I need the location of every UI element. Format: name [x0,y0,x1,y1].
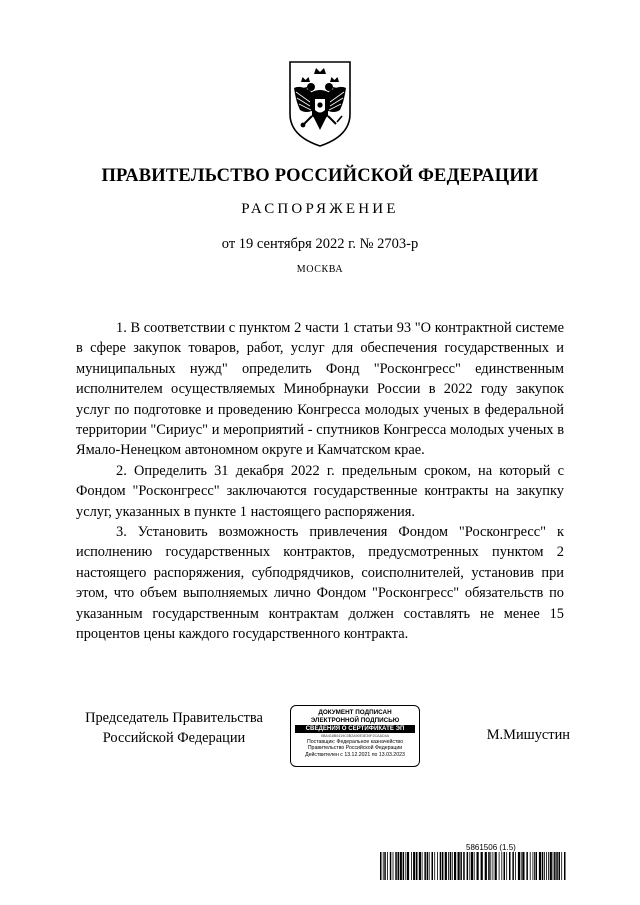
paragraph-1: 1. В соответствии с пунктом 2 части 1 статьи 93 "О контрактной системе в сфере закупок товаров, работ, услуг для обеспечения государственных и муниципальных нужд" определить Фонд "Росконгресс" единственным исполнителем осуществляемых Минобрнауки России в 2022 году закупок услуг по подготовке и проведению Конгресса молодых ученых в федеральной территории "Сириус" и мероприятий - спутников Конгресса молодых ученых в Ямало-Ненецком автономном округе и Камчатском крае. [76,320,564,459]
barcode-bar [550,852,552,880]
barcode-bar [509,852,511,880]
stamp-line-2: ЭЛЕКТРОННОЙ ПОДПИСЬЮ [310,716,400,724]
electronic-signature-stamp [290,705,420,767]
barcode-bar [384,852,386,880]
barcode-bar [437,852,438,880]
barcode-bar [405,852,406,880]
barcode-bar [390,852,392,880]
barcode-bar [526,852,528,880]
barcode-bar [445,852,447,880]
barcode-bar [458,852,460,880]
barcode-bar [553,852,554,880]
barcode-bar [440,852,442,880]
barcode-bar [471,852,473,880]
barcode-bar [499,852,500,880]
stamp-line-1: ДОКУМЕНТ ПОДПИСАН [318,709,392,716]
barcode-bar [493,852,494,880]
barcode-bar [442,852,444,880]
signatory-position [64,708,284,748]
barcode-bar [416,852,418,880]
barcode-bar [434,852,435,880]
barcode-bar [474,852,475,880]
stamp-certificate-header: СВЕДЕНИЯ О СЕРТИФИКАТЕ ЭП [295,725,415,733]
stamp-supplier: Поставщик: Федеральное казначейство [307,739,403,745]
barcode-bar [460,852,462,880]
document-type: РАСПОРЯЖЕНИЕ [241,201,399,217]
barcode-bar [548,852,549,880]
barcode-bar [424,852,426,880]
barcode-bar [490,852,491,880]
barcode-bar [515,852,516,880]
barcode-bar [485,852,487,880]
barcode-number: 5861506 (1.5) [466,843,516,852]
barcode-bar [512,852,514,880]
stamp-owner: Правительство Российской Федерации [307,745,403,752]
paragraph-3: 3. Установить возможность привлечения Фондом "Росконгресс" к исполнению государственных контрактов, предусмотренных пунктом 2 настоящего распоряжения, субподрядчиков, соисполнителей, установив при этом, что объем выполняемых лично Фондом "Росконгресс" обязательств по указанным государственным контрактам должен составлять не менее 15 процентов цены каждого государственного контракта. [76,524,564,643]
barcode-bar [395,852,397,880]
barcode-bar [393,852,394,880]
barcode-bar [383,852,384,880]
barcode-bar [564,852,566,880]
paragraph-2: 2. Определить 31 декабря 2022 г. предельным сроком, на который с Фондом "Росконгресс" заключаются государственные контракты на закупку услуг, указанных в пункте 1 настоящего распоряжения. [76,462,564,520]
signatory-position-line-2: Российской Федерации [102,730,246,746]
barcode-bar [398,852,400,880]
barcode-bar [542,852,544,880]
page-title: ПРАВИТЕЛЬСТВО РОССИЙСКОЙ ФЕДЕРАЦИИ [101,166,539,186]
barcode-bar [536,852,538,880]
barcode-bar [432,852,434,880]
stamp-validity: Действителен с 13.12.2021 по 13.03.2023 [305,751,405,758]
barcode-bar [504,852,506,880]
barcode-bar [533,852,534,880]
signatory-name: М.Мишустин [486,727,570,743]
stamp-serial: 0BA418B0419C0B2A90E3E39F2CAAD4A [321,734,389,738]
barcode-bar [448,852,449,880]
barcode-bar [488,852,490,880]
barcode-bar [422,852,423,880]
barcode-bar [467,852,469,880]
barcode-bar [419,852,421,880]
coat-of-arms-icon [284,58,356,148]
barcode-bar [481,852,483,880]
document-city: МОСКВА [296,264,344,275]
barcode-bar [546,852,547,880]
document-body [76,318,564,645]
barcode-bar [530,852,531,880]
document-date-number: от 19 сентября 2022 г. № 2703-р [221,236,419,252]
barcode-bar [429,852,430,880]
barcode-bar [463,852,465,880]
barcode-bar [469,852,470,880]
barcode-bar [452,852,453,880]
barcode-bar [495,852,497,880]
barcode-bar [556,852,558,880]
barcode-bar [544,852,545,880]
barcode-bar [407,852,409,880]
barcode-bar [427,852,429,880]
barcode-bar [413,852,415,880]
barcode-bar [454,852,456,880]
barcode-icon [380,852,566,880]
signatory-position-line-1: Председатель Правительства [85,710,263,726]
barcode-bar [559,852,561,880]
barcode-bar [387,852,388,880]
barcode-bar [380,852,382,880]
barcode-bar [450,852,452,880]
barcode-bar [501,852,502,880]
barcode-bar [539,852,541,880]
barcode-bar [534,852,535,880]
barcode-bar [400,852,402,880]
barcode-bar [506,852,507,880]
barcode-bar [561,852,562,880]
barcode-bar [518,852,520,880]
barcode-bar [477,852,479,880]
barcode-bar [411,852,412,880]
barcode-bar [403,852,405,880]
barcode-bar [521,852,522,880]
barcode-bar [554,852,556,880]
barcode-bar [522,852,524,880]
